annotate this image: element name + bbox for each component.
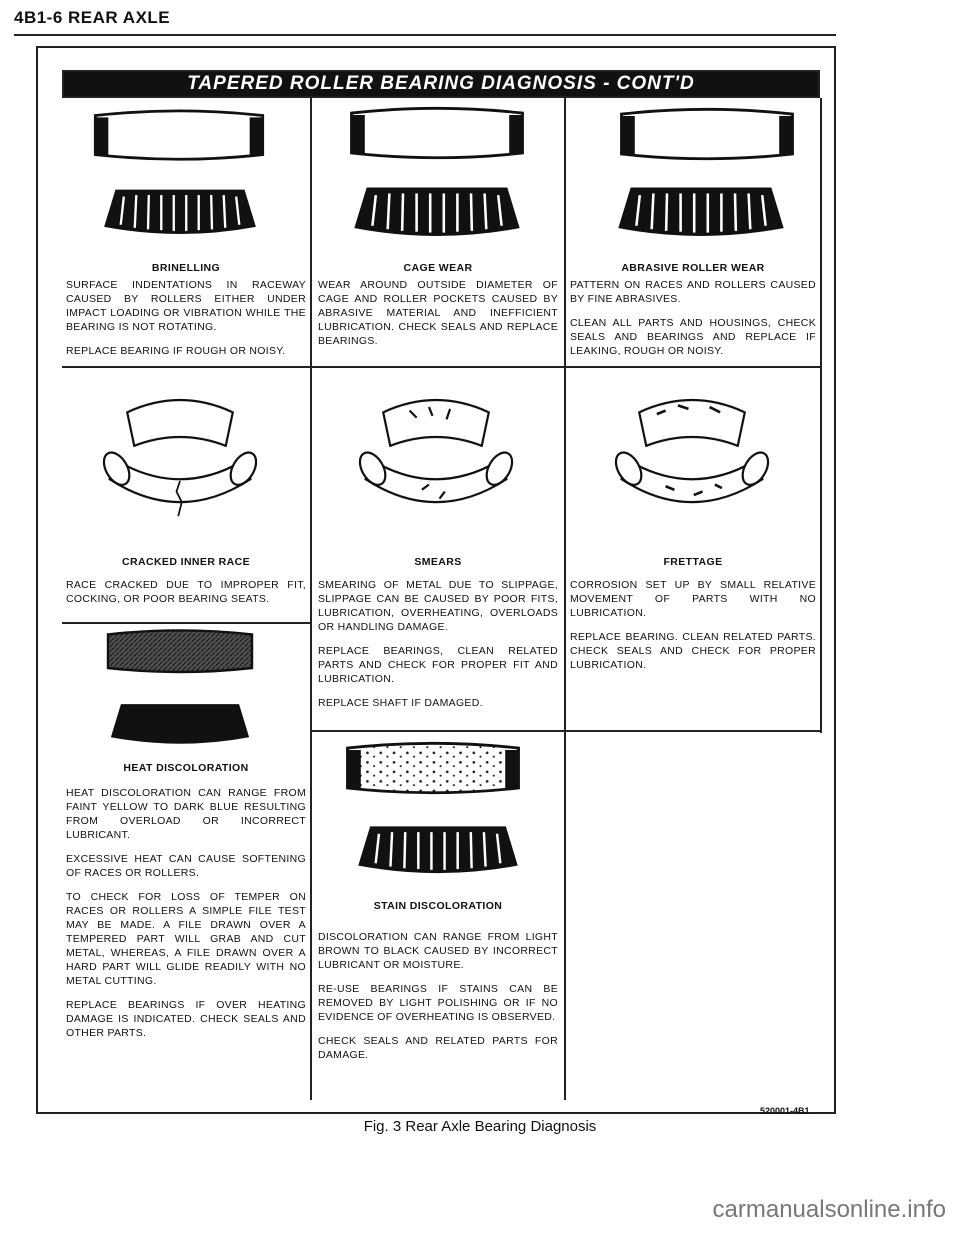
row-divider [310, 730, 822, 732]
cracked-inner-race-illustration [92, 376, 268, 542]
stain-discoloration-remedy: RE-USE BEARINGS IF STAINS CAN BE REMOVED BY LIGHT POLISHING OR IF NO EVIDENCE OF OVERHEATING IS OBSERVED. [318, 983, 558, 1023]
brinelling-description [66, 278, 306, 368]
cracked-inner-race-label: CRACKED INNER RACE [122, 556, 250, 568]
stain-discoloration-description [318, 930, 558, 1072]
watermark: carmanualsonline.info [712, 1196, 946, 1223]
cage-wear-description [318, 278, 558, 358]
stain-discoloration-check: CHECK SEALS AND RELATED PARTS FOR DAMAGE. [318, 1035, 558, 1061]
figure-caption: Fig. 3 Rear Axle Bearing Diagnosis [363, 1118, 597, 1135]
heat-discoloration-cause: HEAT DISCOLORATION CAN RANGE FROM FAINT YELLOW TO DARK BLUE RESULTING FROM OVERLOAD OR INCORRECT LUBRICANT. [66, 787, 306, 841]
page-header: 4B1-6 REAR AXLE [14, 8, 171, 27]
frettage-remedy: REPLACE BEARING. CLEAN RELATED PARTS. CHECK SEALS AND CHECK FOR PROPER LUBRICATION. [570, 631, 816, 671]
frettage-description [570, 578, 816, 682]
heat-discoloration-remedy: REPLACE BEARINGS IF OVER HEATING DAMAGE IS INDICATED. CHECK SEALS AND OTHER PARTS. [66, 999, 306, 1039]
smears-description [318, 578, 558, 720]
heat-discoloration-label: HEAT DISCOLORATION [123, 762, 249, 774]
frettage-illustration [604, 376, 780, 542]
brinelling-cone-illustration [102, 180, 258, 246]
column-divider [310, 730, 312, 1100]
cage-wear-cup-illustration [342, 104, 532, 164]
heat-discoloration-cup-illustration [92, 628, 268, 676]
diagnosis-title: TAPERED ROLLER BEARING DIAGNOSIS - CONT'D [62, 70, 820, 98]
heat-discoloration-effect: EXCESSIVE HEAT CAN CAUSE SOFTENING OF RACES OR ROLLERS. [66, 853, 306, 879]
cage-wear-cause: WEAR AROUND OUTSIDE DIAMETER OF CAGE AND ROLLER POCKETS CAUSED BY ABRASIVE MATERIAL AND INEFFICIENT LUBRICATION. CHECK SEALS AND REPLACE BEARINGS. [318, 279, 558, 347]
column-divider [564, 730, 566, 1100]
heat-discoloration-cone-illustration [108, 694, 252, 756]
cracked-inner-race-cause: RACE CRACKED DUE TO IMPROPER FIT, COCKING, OR POOR BEARING SEATS. [66, 579, 306, 605]
smears-remedy: REPLACE BEARINGS, CLEAN RELATED PARTS AND CHECK FOR PROPER FIT AND LUBRICATION. [318, 645, 558, 685]
stain-discoloration-label: STAIN DISCOLORATION [373, 900, 503, 912]
figure-code: 520001-4B1 [760, 1106, 810, 1116]
heat-discoloration-description [66, 786, 306, 1050]
header-rule [14, 34, 836, 36]
cage-wear-label: CAGE WEAR [403, 262, 473, 274]
abrasive-roller-wear-description [570, 278, 816, 368]
brinelling-label: BRINELLING [151, 262, 221, 274]
abrasive-wear-cone-illustration [616, 180, 786, 246]
smears-shaft-remedy: REPLACE SHAFT IF DAMAGED. [318, 697, 483, 709]
column-divider [820, 98, 822, 733]
cage-wear-cone-illustration [352, 180, 522, 246]
column-divider [564, 368, 566, 730]
smears-cause: SMEARING OF METAL DUE TO SLIPPAGE, SLIPPAGE CAN BE CAUSED BY POOR FITS, LUBRICATION, OVERHEATING, OVERLOADS OR HANDLING DAMAGE. [318, 579, 558, 633]
stain-discoloration-cup-illustration [338, 740, 528, 798]
abrasive-roller-wear-remedy: CLEAN ALL PARTS AND HOUSINGS, CHECK SEALS AND BEARINGS AND REPLACE IF LEAKING, ROUGH OR NOISY. [570, 317, 816, 357]
row-divider [62, 622, 312, 624]
abrasive-roller-wear-cause: PATTERN ON RACES AND ROLLERS CAUSED BY FINE ABRASIVES. [570, 279, 816, 305]
heat-discoloration-test: TO CHECK FOR LOSS OF TEMPER ON RACES OR ROLLERS A SIMPLE FILE TEST MAY BE MADE. A FILE DRAWN OVER A TEMPERED PART WILL GRAB AND CUT METAL, WHEREAS, A FILE DRAWN OVER A HARD PART WILL GLIDE READILY WITH NO METAL CUTTING. [66, 891, 306, 987]
smears-label: SMEARS [414, 556, 462, 568]
cracked-inner-race-description [66, 578, 306, 616]
column-divider [310, 368, 312, 730]
abrasive-wear-cup-illustration [612, 104, 802, 166]
abrasive-roller-wear-label: ABRASIVE ROLLER WEAR [621, 262, 765, 274]
column-divider [310, 98, 312, 368]
brinelling-cup-illustration [86, 104, 272, 168]
brinelling-remedy: REPLACE BEARING IF ROUGH OR NOISY. [66, 345, 286, 357]
frettage-label: FRETTAGE [663, 556, 723, 568]
stain-discoloration-cone-illustration [356, 818, 520, 884]
brinelling-cause: SURFACE INDENTATIONS IN RACEWAY CAUSED BY ROLLERS EITHER UNDER IMPACT LOADING OR VIBRATION WHILE THE BEARING IS NOT ROTATING. [66, 279, 306, 333]
frettage-cause: CORROSION SET UP BY SMALL RELATIVE MOVEMENT OF PARTS WITH NO LUBRICATION. [570, 579, 816, 619]
column-divider [564, 98, 566, 368]
stain-discoloration-cause: DISCOLORATION CAN RANGE FROM LIGHT BROWN TO BLACK CAUSED BY INCORRECT LUBRICANT OR MOISTURE. [318, 931, 558, 971]
smears-illustration [348, 376, 524, 542]
